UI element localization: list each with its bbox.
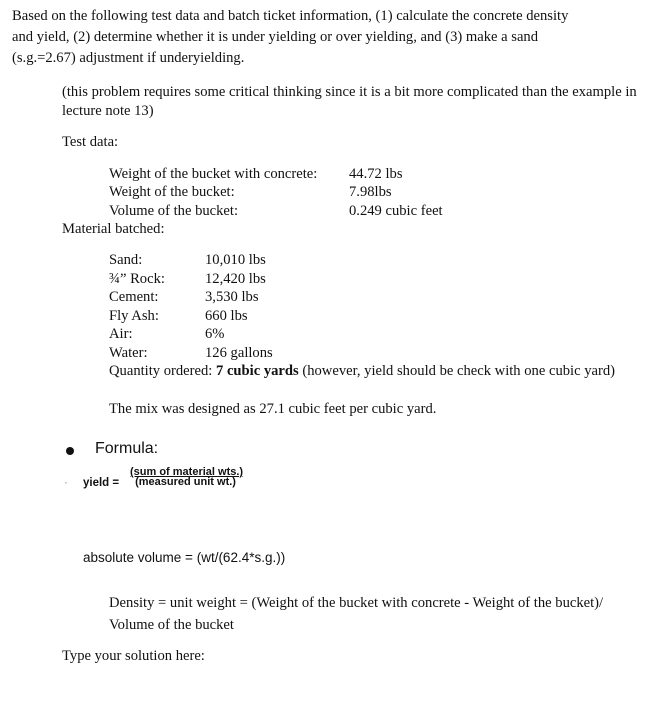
dot-icon: · bbox=[64, 477, 68, 489]
materials-heading: Material batched: bbox=[62, 221, 165, 237]
quantity-suffix: (however, yield should be check with one cubic yard) bbox=[298, 363, 616, 379]
quantity-ordered bbox=[109, 362, 639, 381]
mix-design-note: The mix was designed as 27.1 cubic feet per cubic yard. bbox=[109, 401, 437, 417]
density-formula: Density = unit weight = (Weight of the bucket with concrete - Weight of the bucket)/ Volume of the bucket bbox=[109, 595, 604, 633]
test-data-label: Volume of the bucket: bbox=[109, 203, 239, 219]
yield-label-text: yield = bbox=[83, 477, 120, 489]
bullet-icon bbox=[66, 447, 74, 455]
intro-line: Based on the following test data and batch ticket information, (1) calculate the concrete density bbox=[12, 8, 569, 24]
material-label: Water: bbox=[109, 345, 148, 361]
yield-numerator: (sum of material wts.) bbox=[130, 466, 244, 478]
material-value: 10,010 lbs bbox=[205, 252, 266, 268]
material-value: 660 lbs bbox=[205, 308, 248, 324]
material-value: 12,420 lbs bbox=[205, 271, 266, 287]
problem-intro bbox=[12, 6, 652, 69]
material-label: Air: bbox=[109, 326, 133, 342]
intro-line: (s.g.=2.67) adjustment if underyielding. bbox=[12, 50, 245, 66]
yield-denominator: (measured unit wt.) bbox=[135, 476, 236, 488]
yield-label bbox=[64, 477, 120, 489]
intro-line: and yield, (2) determine whether it is under yielding or over yielding, and (3) make a sand bbox=[12, 29, 539, 45]
material-label: ¾” Rock: bbox=[109, 271, 165, 287]
material-value: 126 gallons bbox=[205, 345, 273, 361]
test-data-heading: Test data: bbox=[62, 134, 119, 150]
material-label: Sand: bbox=[109, 252, 143, 268]
material-label: Cement: bbox=[109, 289, 159, 305]
material-value: 6% bbox=[205, 326, 225, 342]
formula-label: Formula: bbox=[95, 440, 159, 457]
quantity-amount: 7 cubic yards bbox=[216, 363, 299, 379]
quantity-prefix: Quantity ordered: bbox=[109, 363, 216, 379]
problem-note: (this problem requires some critical thinking since it is a bit more complicated than the example in lecture note 13) bbox=[62, 84, 637, 119]
test-data-value: 7.98lbs bbox=[349, 184, 392, 200]
test-data-value: 44.72 lbs bbox=[349, 166, 403, 182]
absolute-volume-formula: absolute volume = (wt/(62.4*s.g.)) bbox=[83, 550, 286, 565]
yield-fraction bbox=[128, 467, 243, 488]
material-value: 3,530 lbs bbox=[205, 289, 259, 305]
material-label: Fly Ash: bbox=[109, 308, 159, 324]
test-data-value: 0.249 cubic feet bbox=[349, 203, 443, 219]
test-data-label: Weight of the bucket: bbox=[109, 184, 235, 200]
solution-prompt: Type your solution here: bbox=[62, 648, 205, 664]
test-data-label: Weight of the bucket with concrete: bbox=[109, 166, 318, 182]
